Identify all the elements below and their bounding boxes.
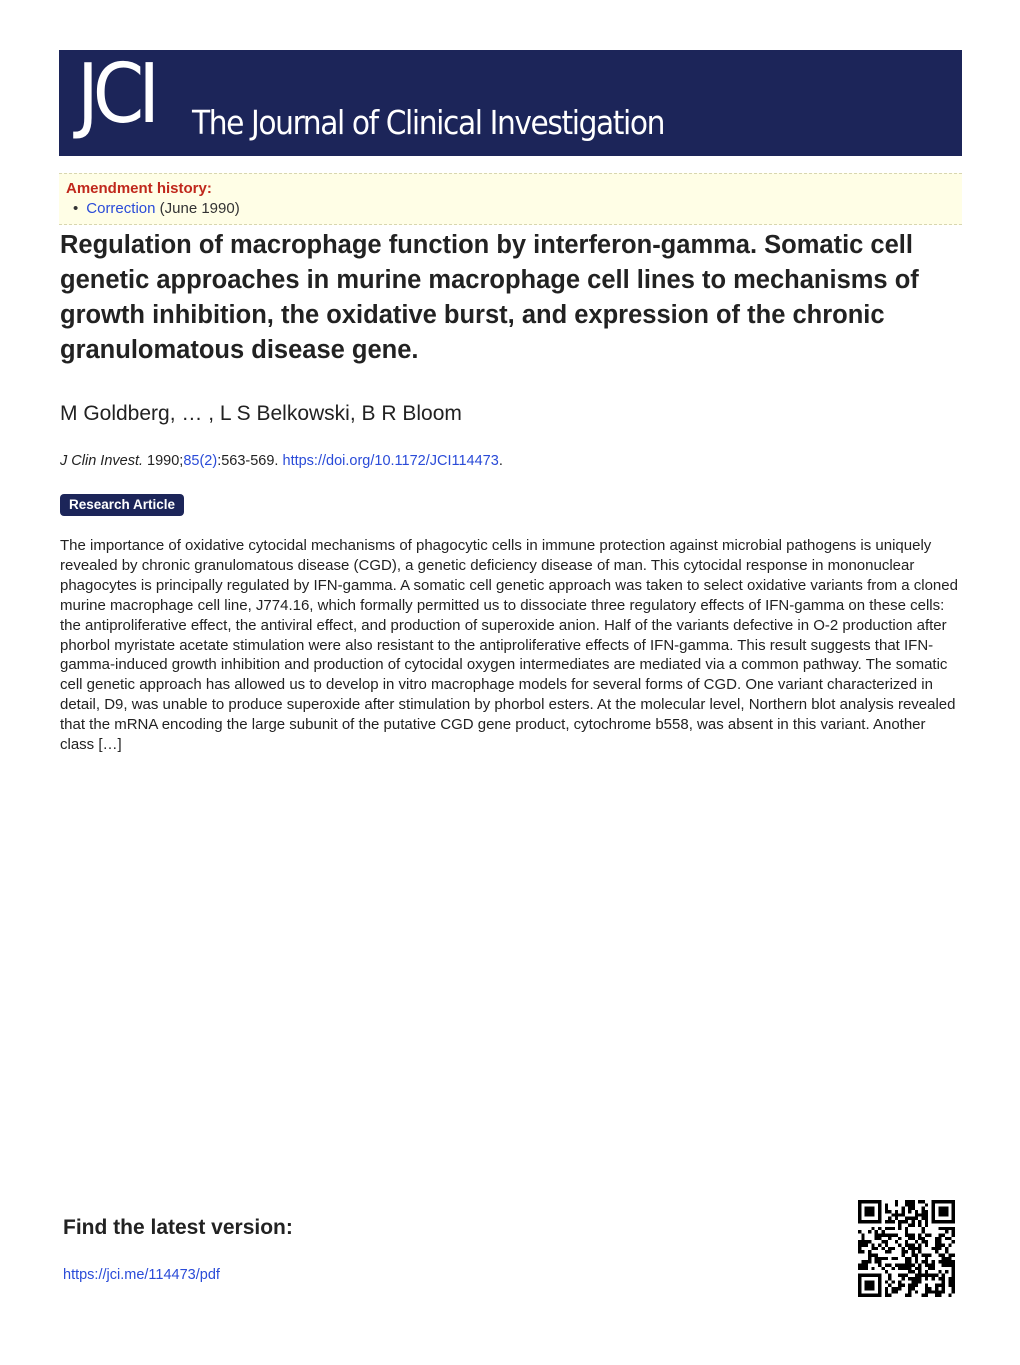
author-list: M Goldberg, … , L S Belkowski, B R Bloom [60,402,462,425]
qr-code-icon [858,1200,955,1297]
journal-name: The Journal of Clinical Investigation [192,103,665,142]
correction-date: (June 1990) [159,200,240,217]
amendment-history-heading: Amendment history: [66,180,212,197]
amendment-item [73,200,240,217]
correction-link[interactable]: Correction [86,200,156,217]
abstract: The importance of oxidative cytocidal mechanisms of phagocytic cells in immune protection against microbial pathogens is uniquely revealed by chronic granulomatous disease (CGD), a genetic deficiency disease of man. This cytocidal response in mononuclear phagocytes is principally regulated by IFN-gamma. A somatic cell genetic approach was taken to select oxidative variants from a cloned murine macrophage cell line, J774.16, which formally permitted us to dissociate three regulatory effects of IFN-gamma on these cells: the antiproliferative effect, the antiviral effect, and production of superoxide anion. Half of the variants defective in O-2 production after phorbol myristate acetate stimulation were also resistant to the antiproliferative effects of IFN-gamma. This result suggests that IFN-gamma-induced growth inhibition and production of cytocidal oxygen intermediates are mediated via a common pathway. The somatic cell genetic approach has allowed us to develop in vitro macrophage models for several forms of CGD. One variant characterized in detail, D9, was unable to produce superoxide after stimulation by phorbol esters. At the molecular level, Northern blot analysis revealed that the mRNA encoding the large subunit of the putative CGD gene product, cytochrome b558, was absent in this variant. Another class […] [60,537,958,754]
citation-year: 1990; [147,453,184,469]
article-type-badge[interactable]: Research Article [60,494,184,516]
article-title: Regulation of macrophage function by interferon-gamma. Somatic cell genetic approaches in murine macrophage cell lines to mechanisms of growth inhibition, the oxidative burst, and expression of the chronic granulomatous disease gene. [60,231,919,364]
citation [60,453,503,469]
amendment-history-box [59,173,962,225]
jci-logo: JCI [77,50,155,142]
journal-banner [59,50,962,156]
bullet-icon: • [73,200,79,217]
doi-link[interactable]: https://doi.org/10.1172/JCI114473 [282,453,499,469]
journal-abbrev: J Clin Invest. [60,453,143,469]
latest-version-link[interactable]: https://jci.me/114473/pdf [63,1267,220,1283]
citation-pages: :563-569. [217,453,283,469]
issue-link[interactable]: 85(2) [183,453,218,469]
latest-version-heading: Find the latest version: [63,1216,293,1239]
citation-end: . [498,453,503,469]
